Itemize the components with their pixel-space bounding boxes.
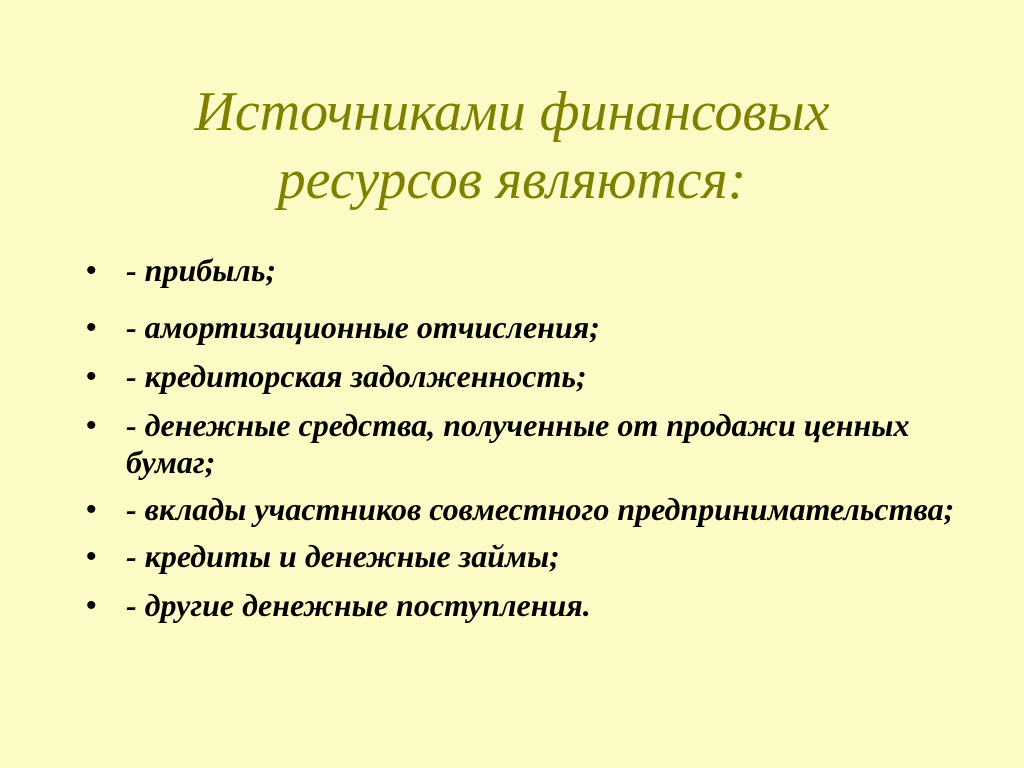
list-item-payables (86, 358, 966, 395)
list-item-securities-sale (86, 407, 966, 481)
list-item-loans (86, 538, 966, 575)
list-item-text: - амортизационные отчисления; (126, 309, 600, 345)
list-item-text: - денежные средства, полученные от продажи ценных бумаг; (126, 407, 910, 480)
list-item-text: - вклады участников совместного предпринимательства; (126, 491, 955, 527)
list-item-text: - кредиты и денежные займы; (126, 538, 560, 574)
bullet-icon: • (86, 493, 97, 526)
bullet-icon: • (86, 360, 97, 393)
bullet-icon: • (86, 589, 97, 622)
bullet-icon: • (86, 311, 97, 344)
bullet-icon: • (86, 254, 97, 287)
slide-title-line-1: Источниками финансовых (194, 80, 830, 143)
bullet-list (86, 252, 966, 636)
list-item-profit (86, 252, 966, 289)
bullet-icon: • (86, 540, 97, 573)
list-item-text: - кредиторская задолженность; (126, 358, 587, 394)
list-item-text: - прибыль; (126, 252, 277, 288)
list-item-other-receipts (86, 587, 966, 624)
list-item-depreciation (86, 309, 966, 346)
slide-title-line-2: ресурсов являются: (277, 148, 747, 211)
bullet-icon: • (86, 409, 97, 442)
list-item-text: - другие денежные поступления. (126, 587, 591, 623)
slide-title (60, 78, 964, 214)
list-item-joint-venture-contributions (86, 491, 966, 528)
